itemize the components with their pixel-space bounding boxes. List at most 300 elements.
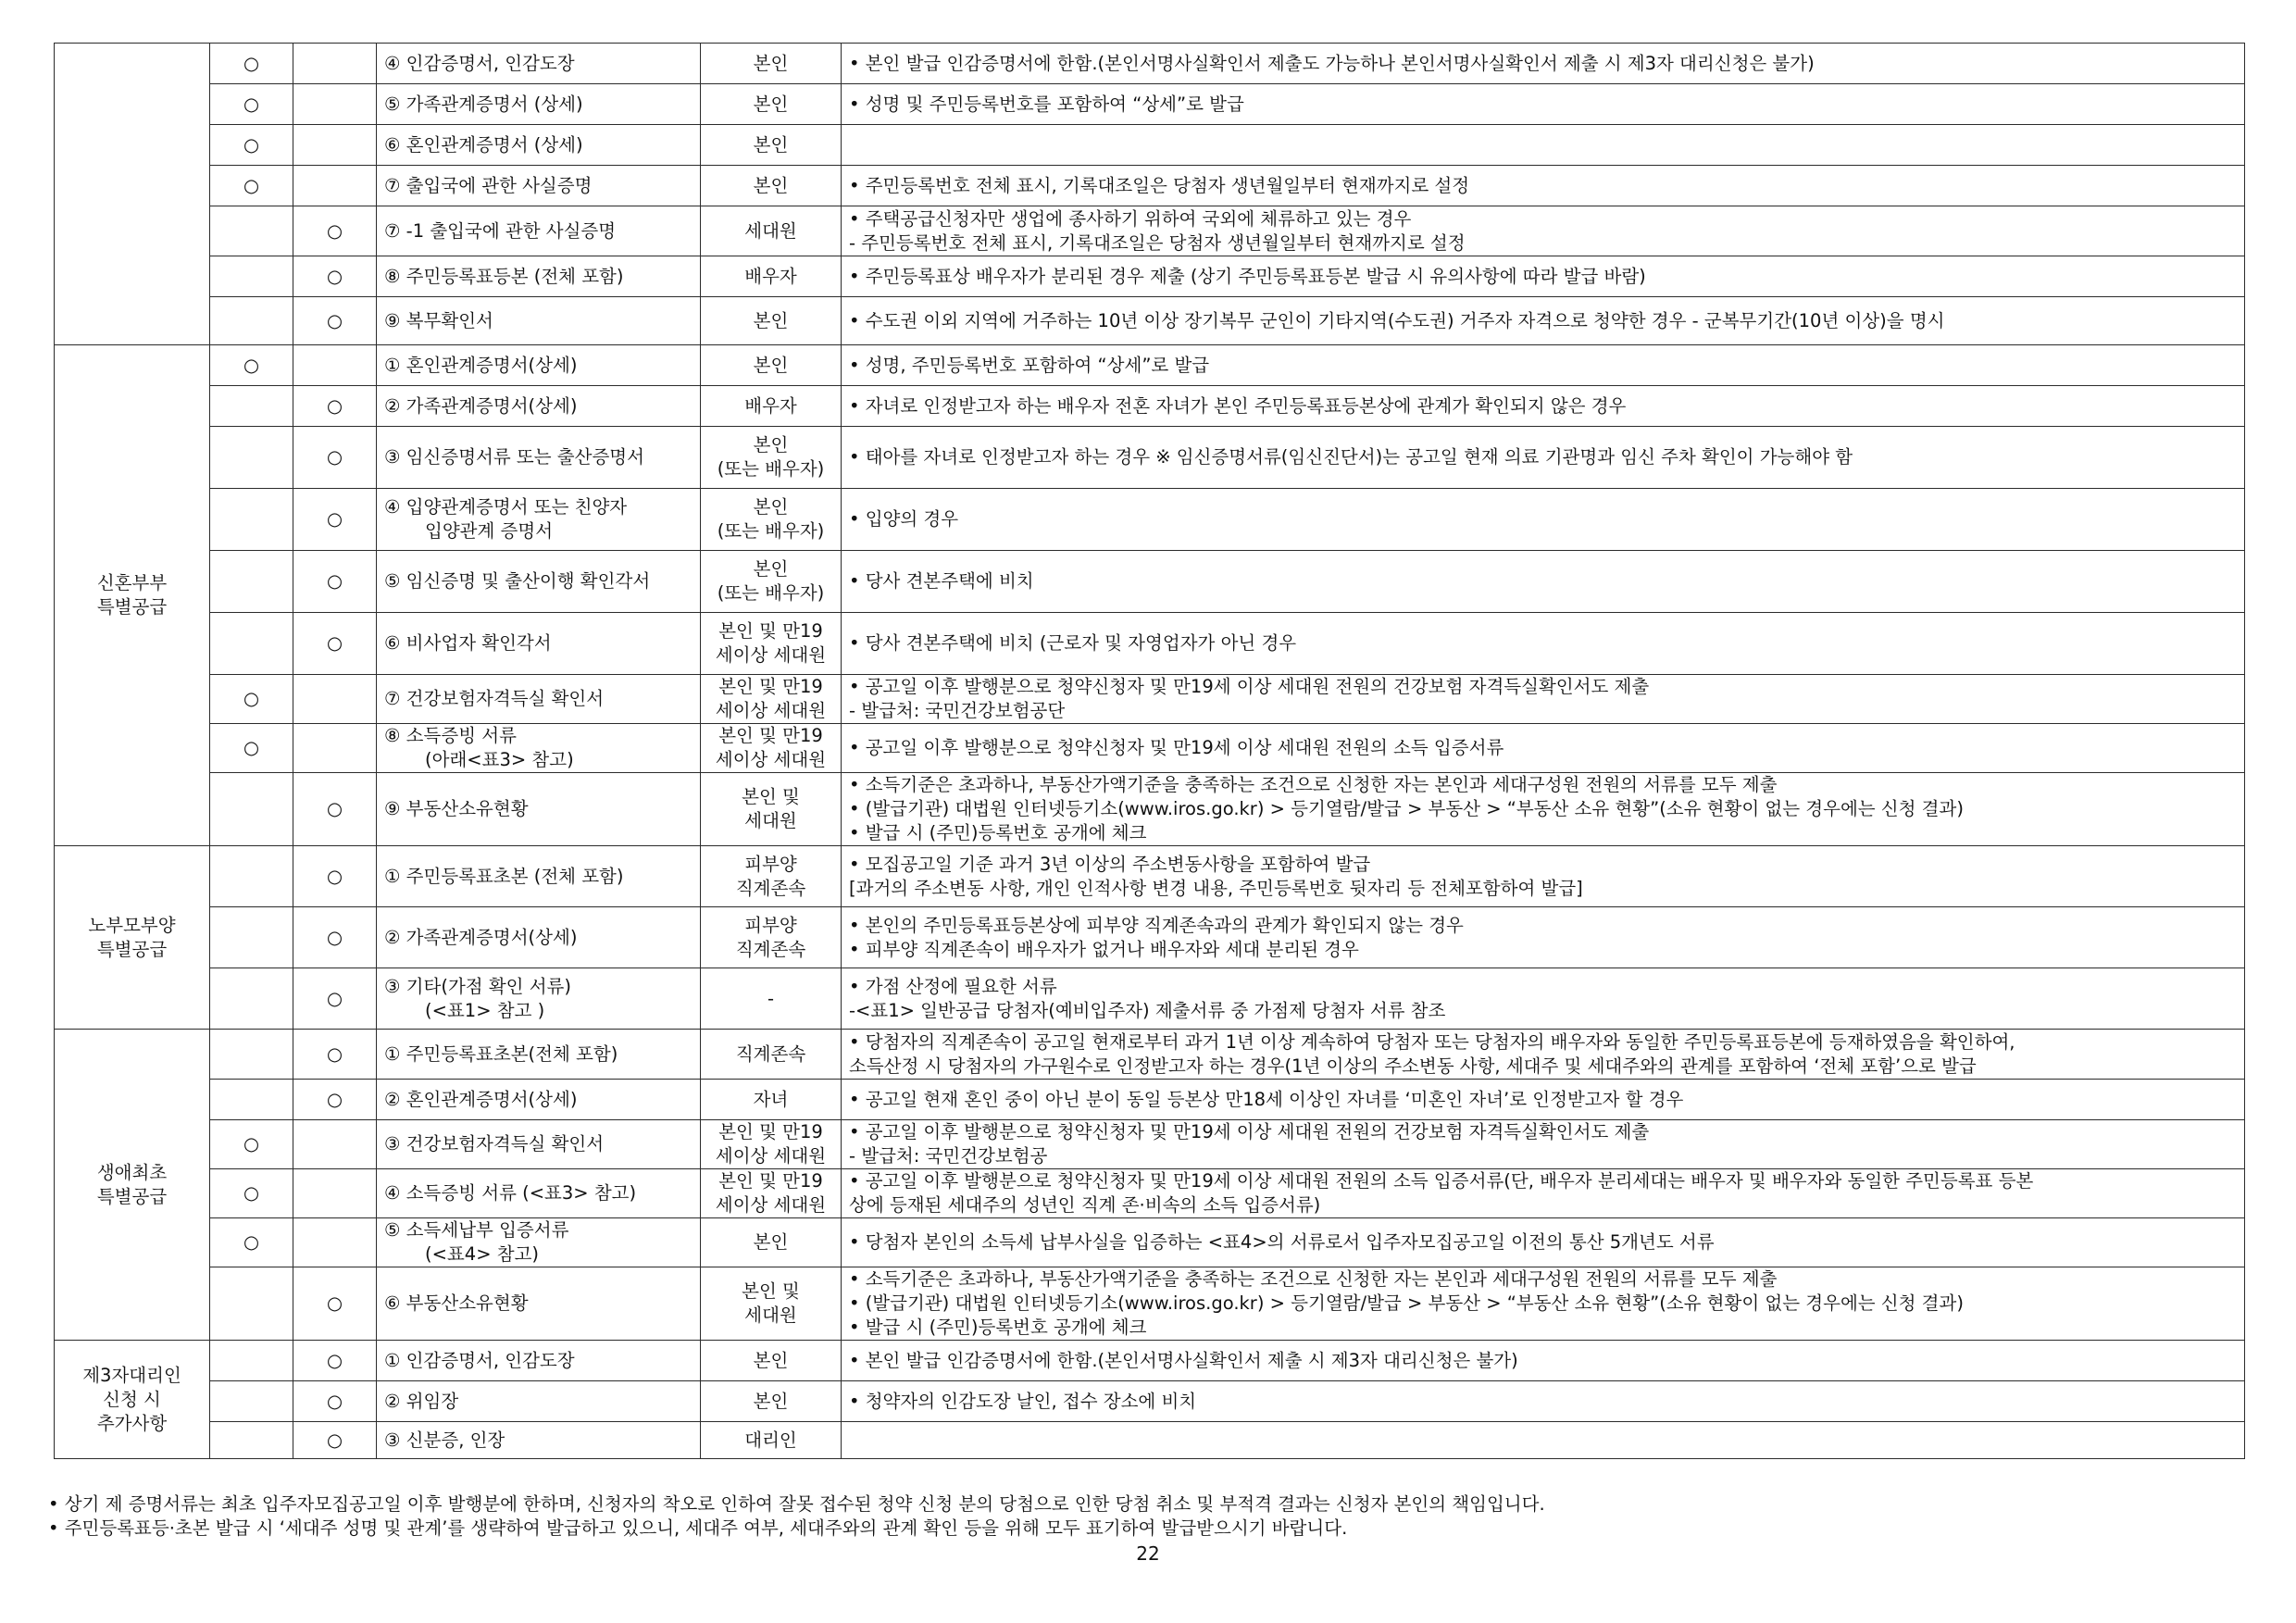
note-cell	[842, 166, 2245, 206]
conditional-mark-cell	[293, 613, 377, 675]
note-cell	[842, 1341, 2245, 1381]
text-line: ④ 입양관계증명서 또는 친양자	[384, 496, 628, 518]
subject-cell	[701, 1218, 842, 1267]
conditional-mark-cell	[293, 1120, 377, 1169]
required-mark-cell	[210, 44, 293, 84]
text-line: 본인	[753, 1390, 789, 1412]
note-cell	[842, 125, 2245, 166]
text-line: 자녀	[753, 1088, 789, 1110]
text-line: ⑤ 임신증명 및 출산이행 확인각서	[384, 570, 651, 592]
text-line: 본인	[753, 434, 789, 456]
conditional-mark-cell	[293, 44, 377, 84]
text-line: 피부양	[744, 853, 797, 875]
note-cell	[842, 551, 2245, 613]
document-name	[377, 166, 701, 206]
subject-cell	[701, 44, 842, 84]
footnote-2: • 주민등록표등·초본 발급 시 ‘세대주 성명 및 관계’를 생략하여 발급하고 있으니, 세대주 여부, 세대주와의 관계 확인 등을 위해 모두 표기하여 발급받으시기 바랍니다.	[48, 1517, 1348, 1539]
required-mark-cell	[210, 1381, 293, 1422]
document-name	[377, 1267, 701, 1341]
text-line: ⑦ 출입국에 관한 사실증명	[384, 174, 593, 196]
subject-cell	[701, 675, 842, 724]
conditional-mark-cell	[293, 1030, 377, 1080]
document-name	[377, 1218, 701, 1267]
text-line: • 청약자의 인감도장 날인, 접수 장소에 비치	[849, 1390, 1197, 1412]
document-name	[377, 773, 701, 846]
conditional-mark-cell	[293, 724, 377, 773]
subject-cell	[701, 1030, 842, 1080]
circle-mark-icon: ○	[326, 1429, 343, 1451]
required-mark-cell	[210, 1267, 293, 1341]
subject-cell	[701, 386, 842, 427]
required-mark-cell	[210, 551, 293, 613]
document-name	[377, 386, 701, 427]
table-row	[55, 1120, 2245, 1169]
text-line: 본인	[753, 496, 789, 518]
document-name	[377, 846, 701, 907]
conditional-mark-cell	[293, 1169, 377, 1218]
circle-mark-icon: ○	[326, 265, 343, 287]
required-mark-cell	[210, 489, 293, 551]
text-line: -	[767, 987, 775, 1009]
note-cell	[842, 489, 2245, 551]
text-line: ③ 건강보험자격득실 확인서	[384, 1133, 605, 1155]
text-line: • 주택공급신청자만 생업에 종사하기 위하여 국외에 체류하고 있는 경우	[849, 207, 1412, 230]
conditional-mark-cell	[293, 846, 377, 907]
text-line: ② 혼인관계증명서(상세)	[384, 1088, 578, 1110]
table-row	[55, 1218, 2245, 1267]
circle-mark-icon: ○	[243, 52, 259, 74]
note-cell	[842, 1267, 2245, 1341]
text-line: 특별공급	[96, 1185, 168, 1207]
circle-mark-icon: ○	[243, 737, 259, 758]
circle-mark-icon: ○	[326, 446, 343, 468]
text-line: 본인 및	[742, 1280, 800, 1302]
table-row	[55, 1080, 2245, 1120]
circle-mark-icon: ○	[326, 570, 343, 592]
circle-mark-icon: ○	[243, 93, 259, 115]
subject-cell	[701, 1341, 842, 1381]
text-line: ④ 소득증빙 서류 (<표3> 참고)	[384, 1182, 637, 1204]
text-line: ⑨ 복무확인서	[384, 309, 493, 331]
table-row	[55, 907, 2245, 968]
table-row	[55, 846, 2245, 907]
text-line: 세이상 세대원	[715, 644, 827, 666]
text-line: 본인 및 만19	[718, 725, 823, 746]
note-cell	[842, 256, 2245, 297]
text-line: 특별공급	[96, 596, 168, 618]
document-name	[377, 613, 701, 675]
text-line: ⑨ 부동산소유현황	[384, 798, 529, 819]
note-cell	[842, 427, 2245, 489]
text-line: 본인 및 만19	[718, 1170, 823, 1192]
text-line: 본인	[753, 309, 789, 331]
document-name	[377, 1169, 701, 1218]
text-line: 세이상 세대원	[715, 749, 827, 770]
text-line: ④ 인감증명서, 인감도장	[384, 52, 575, 74]
text-line: 배우자	[744, 394, 797, 417]
text-line: 생애최초	[96, 1161, 168, 1183]
required-mark-cell	[210, 206, 293, 256]
table-row	[55, 968, 2245, 1030]
text-line: • 가점 산정에 필요한 서류	[849, 975, 1057, 997]
circle-mark-icon: ○	[243, 133, 259, 156]
required-mark-cell	[210, 427, 293, 489]
subject-cell	[701, 1120, 842, 1169]
text-line: (<표1> 참고 )	[425, 999, 545, 1021]
table-row	[55, 345, 2245, 386]
text-line: 본인 및 만19	[718, 1121, 823, 1142]
group-label	[55, 1341, 210, 1459]
circle-mark-icon: ○	[243, 688, 259, 709]
text-line: • 당첨자 본인의 소득세 납부사실을 입증하는 <표4>의 서류로서 입주자모집공고일 이전의 통산 5개년도 서류	[849, 1231, 1715, 1253]
required-mark-cell	[210, 345, 293, 386]
text-line: • 발급 시 (주민)등록번호 공개에 체크	[849, 1317, 1147, 1338]
required-mark-cell	[210, 84, 293, 125]
table-row	[55, 386, 2245, 427]
text-line: • 자녀로 인정받고자 하는 배우자 전혼 자녀가 본인 주민등록표등본상에 관계가 확인되지 않은 경우	[849, 394, 1627, 417]
text-line: 대리인	[744, 1429, 797, 1451]
note-cell	[842, 1381, 2245, 1422]
required-mark-cell	[210, 1030, 293, 1080]
subject-cell	[701, 166, 842, 206]
circle-mark-icon: ○	[243, 1133, 259, 1155]
note-cell	[842, 724, 2245, 773]
subject-cell	[701, 206, 842, 256]
required-mark-cell	[210, 846, 293, 907]
note-cell	[842, 773, 2245, 846]
conditional-mark-cell	[293, 1381, 377, 1422]
text-line: 본인 및 만19	[718, 620, 823, 642]
subject-cell	[701, 907, 842, 968]
text-line: 신혼부부	[96, 572, 168, 593]
circle-mark-icon: ○	[326, 508, 343, 530]
document-name	[377, 44, 701, 84]
conditional-mark-cell	[293, 1422, 377, 1459]
text-line: • 모집공고일 기준 과거 3년 이상의 주소변동사항을 포함하여 발급	[849, 853, 1371, 875]
text-line: ⑥ 비사업자 확인각서	[384, 632, 552, 654]
conditional-mark-cell	[293, 84, 377, 125]
required-mark-cell	[210, 1120, 293, 1169]
text-line: 상에 등재된 세대주의 성년인 직계 존·비속의 소득 입증서류)	[849, 1194, 1321, 1216]
text-line: - 발급처: 국민건강보험공	[849, 1145, 1048, 1167]
text-line: 소득산정 시 당첨자의 가구원수로 인정받고자 하는 경우(1년 이상의 주소변동 사항, 세대주 및 세대주와의 관계를 포함하여 ‘전체 포함’으로 발급	[849, 1055, 1977, 1077]
text-line: 직계존속	[735, 938, 806, 960]
required-mark-cell	[210, 1169, 293, 1218]
circle-mark-icon: ○	[243, 1231, 259, 1253]
required-mark-cell	[210, 1218, 293, 1267]
note-cell	[842, 1030, 2245, 1080]
table-row	[55, 84, 2245, 125]
text-line: 본인	[753, 1231, 789, 1253]
text-line: 배우자	[744, 265, 797, 287]
text-line: • 본인 발급 인감증명서에 한함.(본인서명사실확인서 제출도 가능하나 본인서명사실확인서 제출 시 제3자 대리신청은 불가)	[849, 52, 1815, 74]
text-line: • (발급기관) 대법원 인터넷등기소(www.iros.go.kr) > 등기열람/발급 > 부동산 > “부동산 소유 현황”(소유 현황이 없는 경우에는 신청 결과)	[849, 798, 1964, 819]
text-line: [과거의 주소변동 사항, 개인 인적사항 변경 내용, 주민등록번호 뒷자리 등 전체포함하여 발급]	[849, 877, 1583, 899]
note-cell	[842, 84, 2245, 125]
note-cell	[842, 1080, 2245, 1120]
text-line: 본인	[753, 558, 789, 580]
subject-cell	[701, 773, 842, 846]
text-line: • 피부양 직계존속이 배우자가 없거나 배우자와 세대 분리된 경우	[849, 938, 1359, 960]
note-cell	[842, 613, 2245, 675]
group-label	[55, 846, 210, 1030]
footnote-1: • 상기 제 증명서류는 최초 입주자모집공고일 이후 발행분에 한하며, 신청자의 착오로 인하여 잘못 접수된 청약 신청 분의 당첨으로 인한 당첨 취소 및 부적격 결과는 신청자 본인의 책임입니다.	[48, 1493, 1545, 1515]
text-line: (또는 배우자)	[717, 458, 825, 480]
circle-mark-icon: ○	[243, 354, 259, 376]
text-line: ② 위임장	[384, 1390, 459, 1412]
text-line: • 성명 및 주민등록번호를 포함하여 “상세”로 발급	[849, 93, 1244, 115]
required-mark-cell	[210, 773, 293, 846]
text-line: 신청 시	[103, 1388, 161, 1410]
circle-mark-icon: ○	[326, 1349, 343, 1371]
text-line: ⑥ 혼인관계증명서 (상세)	[384, 133, 583, 156]
text-line: • 소득기준은 초과하나, 부동산가액기준을 충족하는 조건으로 신청한 자는 본인과 세대구성원 전원의 서류를 모두 제출	[849, 1268, 1778, 1290]
text-line: • 발급 시 (주민)등록번호 공개에 체크	[849, 822, 1147, 843]
text-line: (또는 배우자)	[717, 520, 825, 542]
subject-cell	[701, 345, 842, 386]
table-row	[55, 1267, 2245, 1341]
text-line: - 발급처: 국민건강보험공단	[849, 700, 1066, 721]
text-line: • 태아를 자녀로 인정받고자 하는 경우 ※ 임신증명서류(임신진단서)는 공고일 현재 의료 기관명과 임신 주차 확인이 가능해야 함	[849, 446, 1853, 468]
note-cell	[842, 846, 2245, 907]
conditional-mark-cell	[293, 1341, 377, 1381]
table-row	[55, 256, 2245, 297]
note-cell	[842, 907, 2245, 968]
text-line: • 주민등록번호 전체 표시, 기록대조일은 당첨자 생년월일부터 현재까지로 설정	[849, 174, 1470, 196]
subject-cell	[701, 427, 842, 489]
note-cell	[842, 1169, 2245, 1218]
circle-mark-icon: ○	[326, 1042, 343, 1065]
document-name	[377, 427, 701, 489]
table-row	[55, 1030, 2245, 1080]
document-name	[377, 1120, 701, 1169]
text-line: 제3자대리인	[82, 1364, 181, 1386]
required-mark-cell	[210, 256, 293, 297]
text-line: ⑧ 소득증빙 서류	[384, 725, 517, 746]
text-line: ③ 기타(가점 확인 서류)	[384, 975, 571, 997]
required-mark-cell	[210, 1422, 293, 1459]
subject-cell	[701, 1422, 842, 1459]
document-name	[377, 675, 701, 724]
text-line: ③ 신분증, 인장	[384, 1429, 505, 1451]
document-name	[377, 297, 701, 345]
text-line: 본인	[753, 1349, 789, 1371]
text-line: 추가사항	[96, 1412, 168, 1434]
subject-cell	[701, 256, 842, 297]
text-line: • 입양의 경우	[849, 508, 959, 530]
circle-mark-icon: ○	[326, 987, 343, 1009]
required-mark-cell	[210, 968, 293, 1030]
subject-cell	[701, 1267, 842, 1341]
subject-cell	[701, 84, 842, 125]
document-name	[377, 551, 701, 613]
subject-cell	[701, 1080, 842, 1120]
note-cell	[842, 386, 2245, 427]
text-line: 세대원	[744, 1305, 797, 1326]
text-line: • 성명, 주민등록번호 포함하여 “상세”로 발급	[849, 354, 1210, 376]
text-line: • 당첨자의 직계존속이 공고일 현재로부터 과거 1년 이상 계속하여 당첨자 또는 당첨자의 배우자와 동일한 주민등록표등본에 등재하였음을 확인하여,	[849, 1030, 2015, 1053]
table-row	[55, 613, 2245, 675]
text-line: ⑤ 소득세납부 입증서류	[384, 1219, 569, 1241]
conditional-mark-cell	[293, 1267, 377, 1341]
subject-cell	[701, 724, 842, 773]
required-mark-cell	[210, 1080, 293, 1120]
conditional-mark-cell	[293, 427, 377, 489]
circle-mark-icon: ○	[326, 394, 343, 417]
text-line: 피부양	[744, 914, 797, 936]
table-row	[55, 489, 2245, 551]
text-line: • 본인 발급 인감증명서에 한함.(본인서명사실확인서 제출 시 제3자 대리신청은 불가)	[849, 1349, 1518, 1371]
conditional-mark-cell	[293, 1080, 377, 1120]
text-line: • (발급기관) 대법원 인터넷등기소(www.iros.go.kr) > 등기열람/발급 > 부동산 > “부동산 소유 현황”(소유 현황이 없는 경우에는 신청 결과)	[849, 1292, 1964, 1314]
subject-cell	[701, 125, 842, 166]
conditional-mark-cell	[293, 345, 377, 386]
text-line: 세이상 세대원	[715, 1194, 827, 1216]
conditional-mark-cell	[293, 907, 377, 968]
document-name	[377, 1422, 701, 1459]
text-line: 세대원	[744, 219, 797, 242]
table-row	[55, 1169, 2245, 1218]
required-mark-cell	[210, 166, 293, 206]
text-line: • 본인의 주민등록표등본상에 피부양 직계존속과의 관계가 확인되지 않는 경우	[849, 914, 1464, 936]
document-name	[377, 125, 701, 166]
table-row	[55, 724, 2245, 773]
required-mark-cell	[210, 386, 293, 427]
text-line: ⑥ 부동산소유현황	[384, 1292, 529, 1314]
document-name	[377, 1341, 701, 1381]
text-line: • 공고일 이후 발행분으로 청약신청자 및 만19세 이상 세대원 전원의 소득 입증서류	[849, 737, 1504, 758]
required-mark-cell	[210, 1341, 293, 1381]
note-cell	[842, 206, 2245, 256]
circle-mark-icon: ○	[326, 926, 343, 948]
text-line: 본인 및 만19	[718, 676, 823, 697]
text-line: - 주민등록번호 전체 표시, 기록대조일은 당첨자 생년월일부터 현재까지로 설정	[849, 231, 1466, 254]
text-line: ② 가족관계증명서(상세)	[384, 926, 578, 948]
group-label	[55, 44, 210, 345]
table-row	[55, 166, 2245, 206]
note-cell	[842, 675, 2245, 724]
text-line: • 소득기준은 초과하나, 부동산가액기준을 충족하는 조건으로 신청한 자는 본인과 세대구성원 전원의 서류를 모두 제출	[849, 774, 1778, 795]
document-name	[377, 724, 701, 773]
document-name	[377, 206, 701, 256]
circle-mark-icon: ○	[326, 309, 343, 331]
conditional-mark-cell	[293, 1218, 377, 1267]
text-line: 본인 및	[742, 786, 800, 807]
document-name	[377, 256, 701, 297]
text-line: • 수도권 이외 지역에 거주하는 10년 이상 장기복무 군인이 기타지역(수도권) 거주자 자격으로 청약한 경우 - 군복무기간(10년 이상)을 명시	[849, 309, 1945, 331]
table-row	[55, 1341, 2245, 1381]
table-row	[55, 427, 2245, 489]
required-mark-cell	[210, 125, 293, 166]
subject-cell	[701, 968, 842, 1030]
document-name	[377, 489, 701, 551]
text-line: 본인	[753, 354, 789, 376]
conditional-mark-cell	[293, 297, 377, 345]
text-line: ① 인감증명서, 인감도장	[384, 1349, 575, 1371]
circle-mark-icon: ○	[243, 174, 259, 196]
subject-cell	[701, 551, 842, 613]
text-line: 세대원	[744, 810, 797, 831]
text-line: ① 주민등록표초본(전체 포함)	[384, 1042, 618, 1065]
note-cell	[842, 297, 2245, 345]
text-line: 세이상 세대원	[715, 700, 827, 721]
note-cell	[842, 1218, 2245, 1267]
circle-mark-icon: ○	[326, 1292, 343, 1314]
document-name	[377, 84, 701, 125]
required-mark-cell	[210, 675, 293, 724]
text-line: • 주민등록표상 배우자가 분리된 경우 제출 (상기 주민등록표등본 발급 시 유의사항에 따라 발급 바람)	[849, 265, 1646, 287]
table-row	[55, 551, 2245, 613]
required-mark-cell	[210, 297, 293, 345]
text-line: 노부모부양	[88, 914, 176, 936]
text-line: 본인	[753, 52, 789, 74]
table-row	[55, 1381, 2245, 1422]
text-line: • 공고일 이후 발행분으로 청약신청자 및 만19세 이상 세대원 전원의 소득 입증서류(단, 배우자 분리세대는 배우자 및 배우자와 동일한 주민등록표 등본	[849, 1170, 2034, 1192]
group-label	[55, 345, 210, 846]
document-name	[377, 1080, 701, 1120]
group-label	[55, 1030, 210, 1341]
text-line: 본인	[753, 133, 789, 156]
text-line: ① 주민등록표초본 (전체 포함)	[384, 865, 624, 887]
text-line: 본인	[753, 93, 789, 115]
subject-cell	[701, 846, 842, 907]
text-line: • 공고일 이후 발행분으로 청약신청자 및 만19세 이상 세대원 전원의 건강보험 자격득실확인서도 제출	[849, 1121, 1650, 1142]
required-mark-cell	[210, 907, 293, 968]
circle-mark-icon: ○	[243, 1182, 259, 1204]
conditional-mark-cell	[293, 551, 377, 613]
text-line: 특별공급	[96, 938, 168, 960]
table-row	[55, 125, 2245, 166]
text-line: (<표4> 참고)	[425, 1243, 540, 1265]
table-row	[55, 1422, 2245, 1459]
note-cell	[842, 1422, 2245, 1459]
conditional-mark-cell	[293, 125, 377, 166]
subject-cell	[701, 613, 842, 675]
table-row	[55, 297, 2245, 345]
text-line: 직계존속	[735, 1042, 806, 1065]
document-name	[377, 1381, 701, 1422]
text-line: -<표1> 일반공급 당첨자(예비입주자) 제출서류 중 가점제 당첨자 서류 참조	[849, 999, 1446, 1021]
document-name	[377, 968, 701, 1030]
conditional-mark-cell	[293, 773, 377, 846]
circle-mark-icon: ○	[326, 219, 343, 242]
document-name	[377, 345, 701, 386]
text-line: ⑧ 주민등록표등본 (전체 포함)	[384, 265, 624, 287]
subject-cell	[701, 1381, 842, 1422]
table-row	[55, 675, 2245, 724]
table-row	[55, 773, 2245, 846]
note-cell	[842, 44, 2245, 84]
conditional-mark-cell	[293, 206, 377, 256]
table-row	[55, 206, 2245, 256]
text-line: 본인	[753, 174, 789, 196]
text-line: • 공고일 현재 혼인 중이 아닌 분이 동일 등본상 만18세 이상인 자녀를 ‘미혼인 자녀’로 인정받고자 할 경우	[849, 1088, 1684, 1110]
conditional-mark-cell	[293, 386, 377, 427]
note-cell	[842, 345, 2245, 386]
required-mark-cell	[210, 724, 293, 773]
circle-mark-icon: ○	[326, 865, 343, 887]
subject-cell	[701, 297, 842, 345]
document-name	[377, 1030, 701, 1080]
document-name	[377, 907, 701, 968]
text-line: ② 가족관계증명서(상세)	[384, 394, 578, 417]
page-number: 22	[1136, 1542, 1160, 1565]
circle-mark-icon: ○	[326, 1390, 343, 1412]
circle-mark-icon: ○	[326, 798, 343, 819]
text-line: • 당사 견본주택에 비치 (근로자 및 자영업자가 아닌 경우	[849, 632, 1297, 654]
text-line: ⑤ 가족관계증명서 (상세)	[384, 93, 583, 115]
text-line: 입양관계 증명서	[425, 520, 554, 542]
